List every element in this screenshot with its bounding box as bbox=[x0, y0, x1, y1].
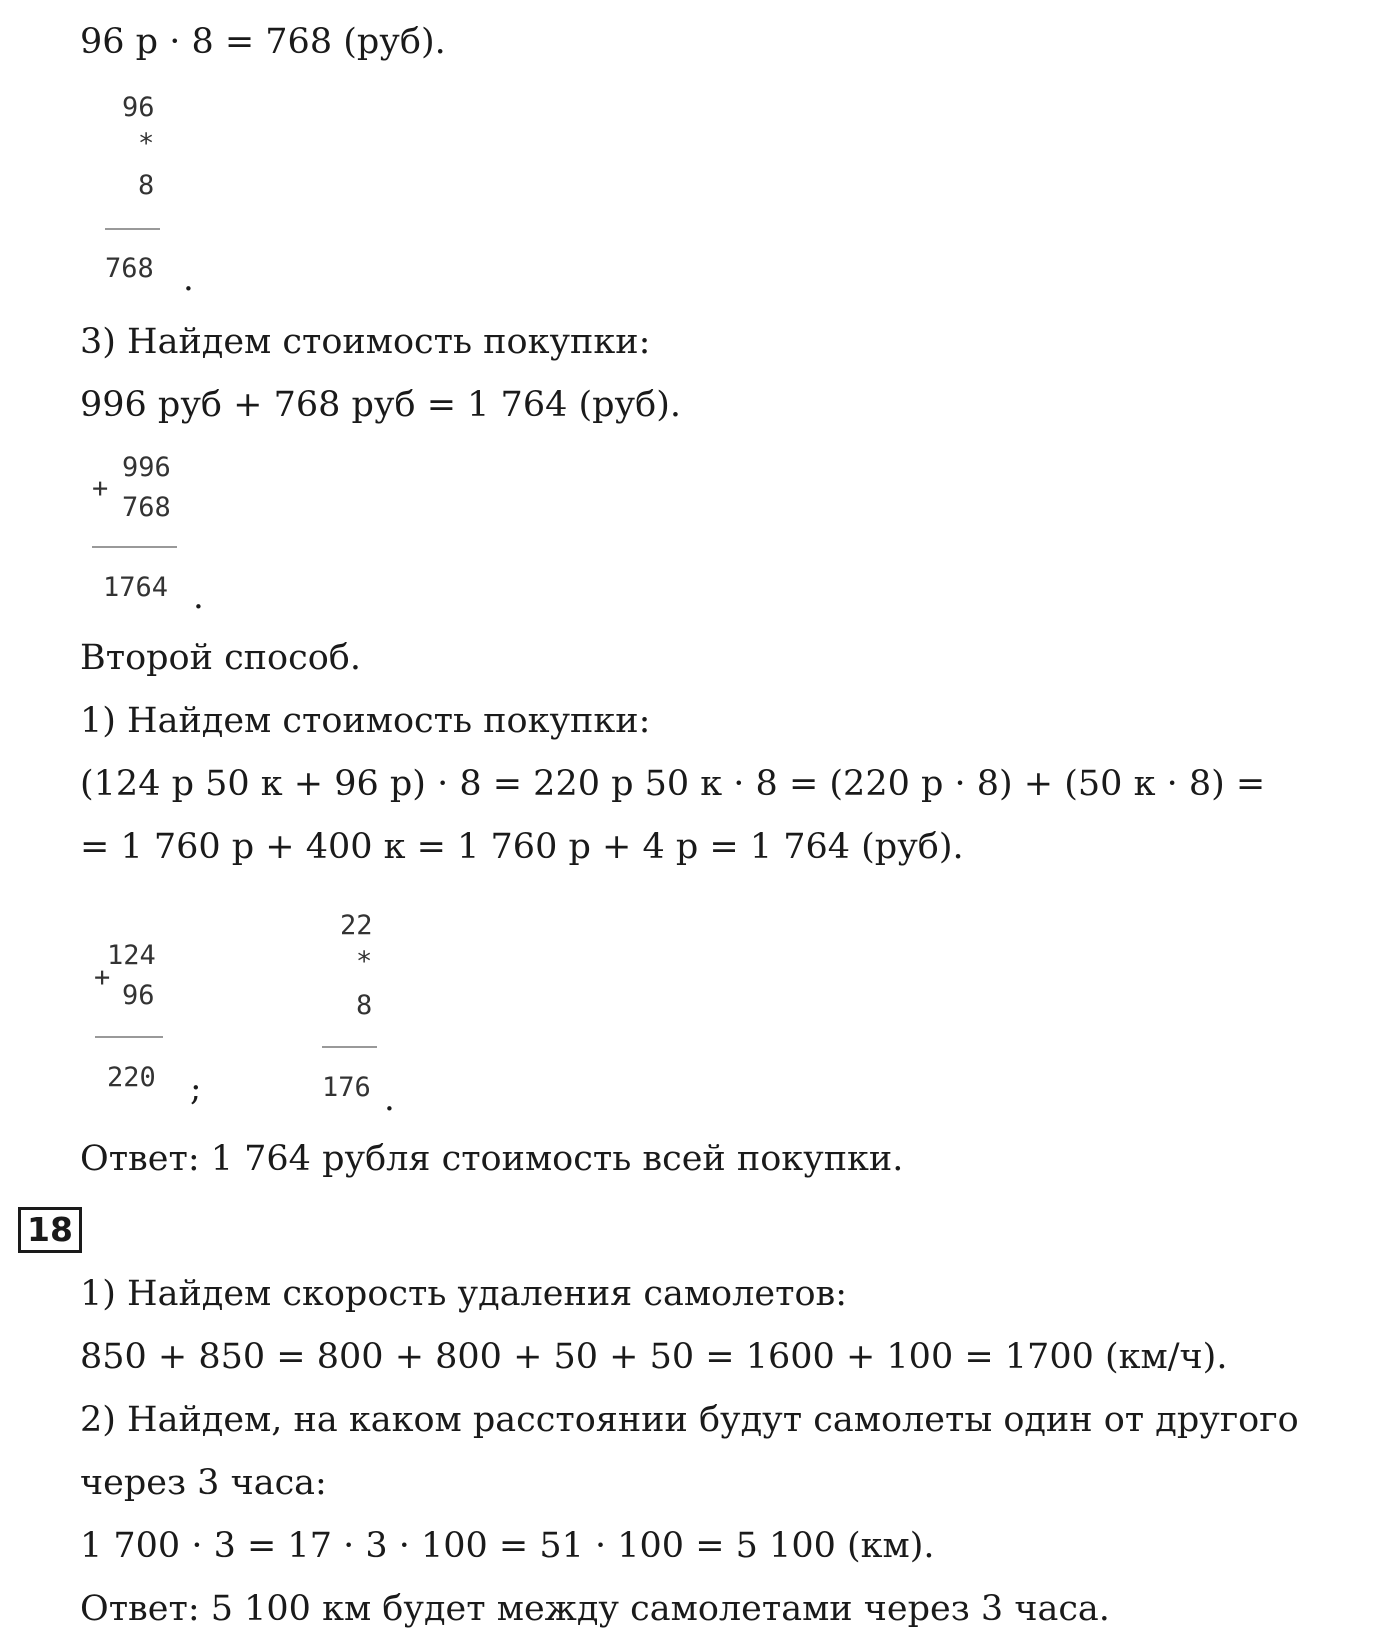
calc-operand-a: 996 bbox=[122, 452, 171, 483]
calc-operator: + bbox=[92, 473, 109, 504]
equation-sum: 996 руб + 768 руб = 1 764 (руб). bbox=[80, 385, 681, 425]
calc-result: 176 bbox=[322, 1072, 371, 1103]
task18-equation-2: 1 700 · 3 = 17 · 3 · 100 = 51 · 100 = 5 100 (км). bbox=[80, 1526, 935, 1566]
calc-operand-a: 124 bbox=[107, 940, 156, 971]
calc-operand-a: 96 bbox=[122, 92, 155, 123]
calc-end-mark: . bbox=[193, 577, 204, 617]
calc-result: 768 bbox=[105, 253, 154, 284]
task18-step-2-line-2: через 3 часа: bbox=[80, 1463, 327, 1503]
step-3-title: 3) Найдем стоимость покупки: bbox=[80, 322, 651, 362]
calc-operand-b: 8 bbox=[138, 170, 155, 201]
task18-answer: Ответ: 5 100 км будет между самолетами через 3 часа. bbox=[80, 1589, 1110, 1629]
calc-divider bbox=[322, 1046, 377, 1048]
calc-result: 1764 bbox=[103, 572, 169, 603]
task18-equation-1: 850 + 850 = 800 + 800 + 50 + 50 = 1600 + 100 = 1700 (км/ч). bbox=[80, 1337, 1228, 1377]
calc-operand-b: 96 bbox=[122, 980, 155, 1011]
task-number-badge: 18 bbox=[18, 1207, 82, 1253]
equation-long-line-1: (124 р 50 к + 96 р) · 8 = 220 р 50 к · 8 = (220 р · 8) + (50 к · 8) = bbox=[80, 764, 1266, 804]
calc-operand-a: 22 bbox=[340, 910, 373, 941]
calc-end-mark: ; bbox=[190, 1069, 202, 1109]
second-method-heading: Второй способ. bbox=[80, 638, 361, 678]
calc-operator: * bbox=[138, 128, 155, 159]
calc-result: 220 bbox=[107, 1062, 156, 1093]
calc-divider bbox=[95, 1036, 163, 1038]
calc-operand-b: 8 bbox=[356, 990, 373, 1021]
calc-end-mark: . bbox=[384, 1079, 395, 1119]
step-1-title: 1) Найдем стоимость покупки: bbox=[80, 701, 651, 741]
calc-operand-b: 768 bbox=[122, 492, 171, 523]
calc-operator: + bbox=[94, 962, 111, 993]
task18-step-1: 1) Найдем скорость удаления самолетов: bbox=[80, 1274, 848, 1314]
calc-end-mark: . bbox=[183, 259, 194, 299]
answer-prev-task: Ответ: 1 764 рубля стоимость всей покупки. bbox=[80, 1139, 904, 1179]
calc-divider bbox=[105, 228, 160, 230]
calc-divider bbox=[92, 546, 177, 548]
task18-step-2-line-1: 2) Найдем, на каком расстоянии будут самолеты один от другого bbox=[80, 1400, 1299, 1440]
equation-96x8: 96 р · 8 = 768 (руб). bbox=[80, 22, 446, 62]
equation-long-line-2: = 1 760 р + 400 к = 1 760 р + 4 р = 1 764 (руб). bbox=[80, 827, 964, 867]
calc-operator: * bbox=[356, 946, 373, 977]
